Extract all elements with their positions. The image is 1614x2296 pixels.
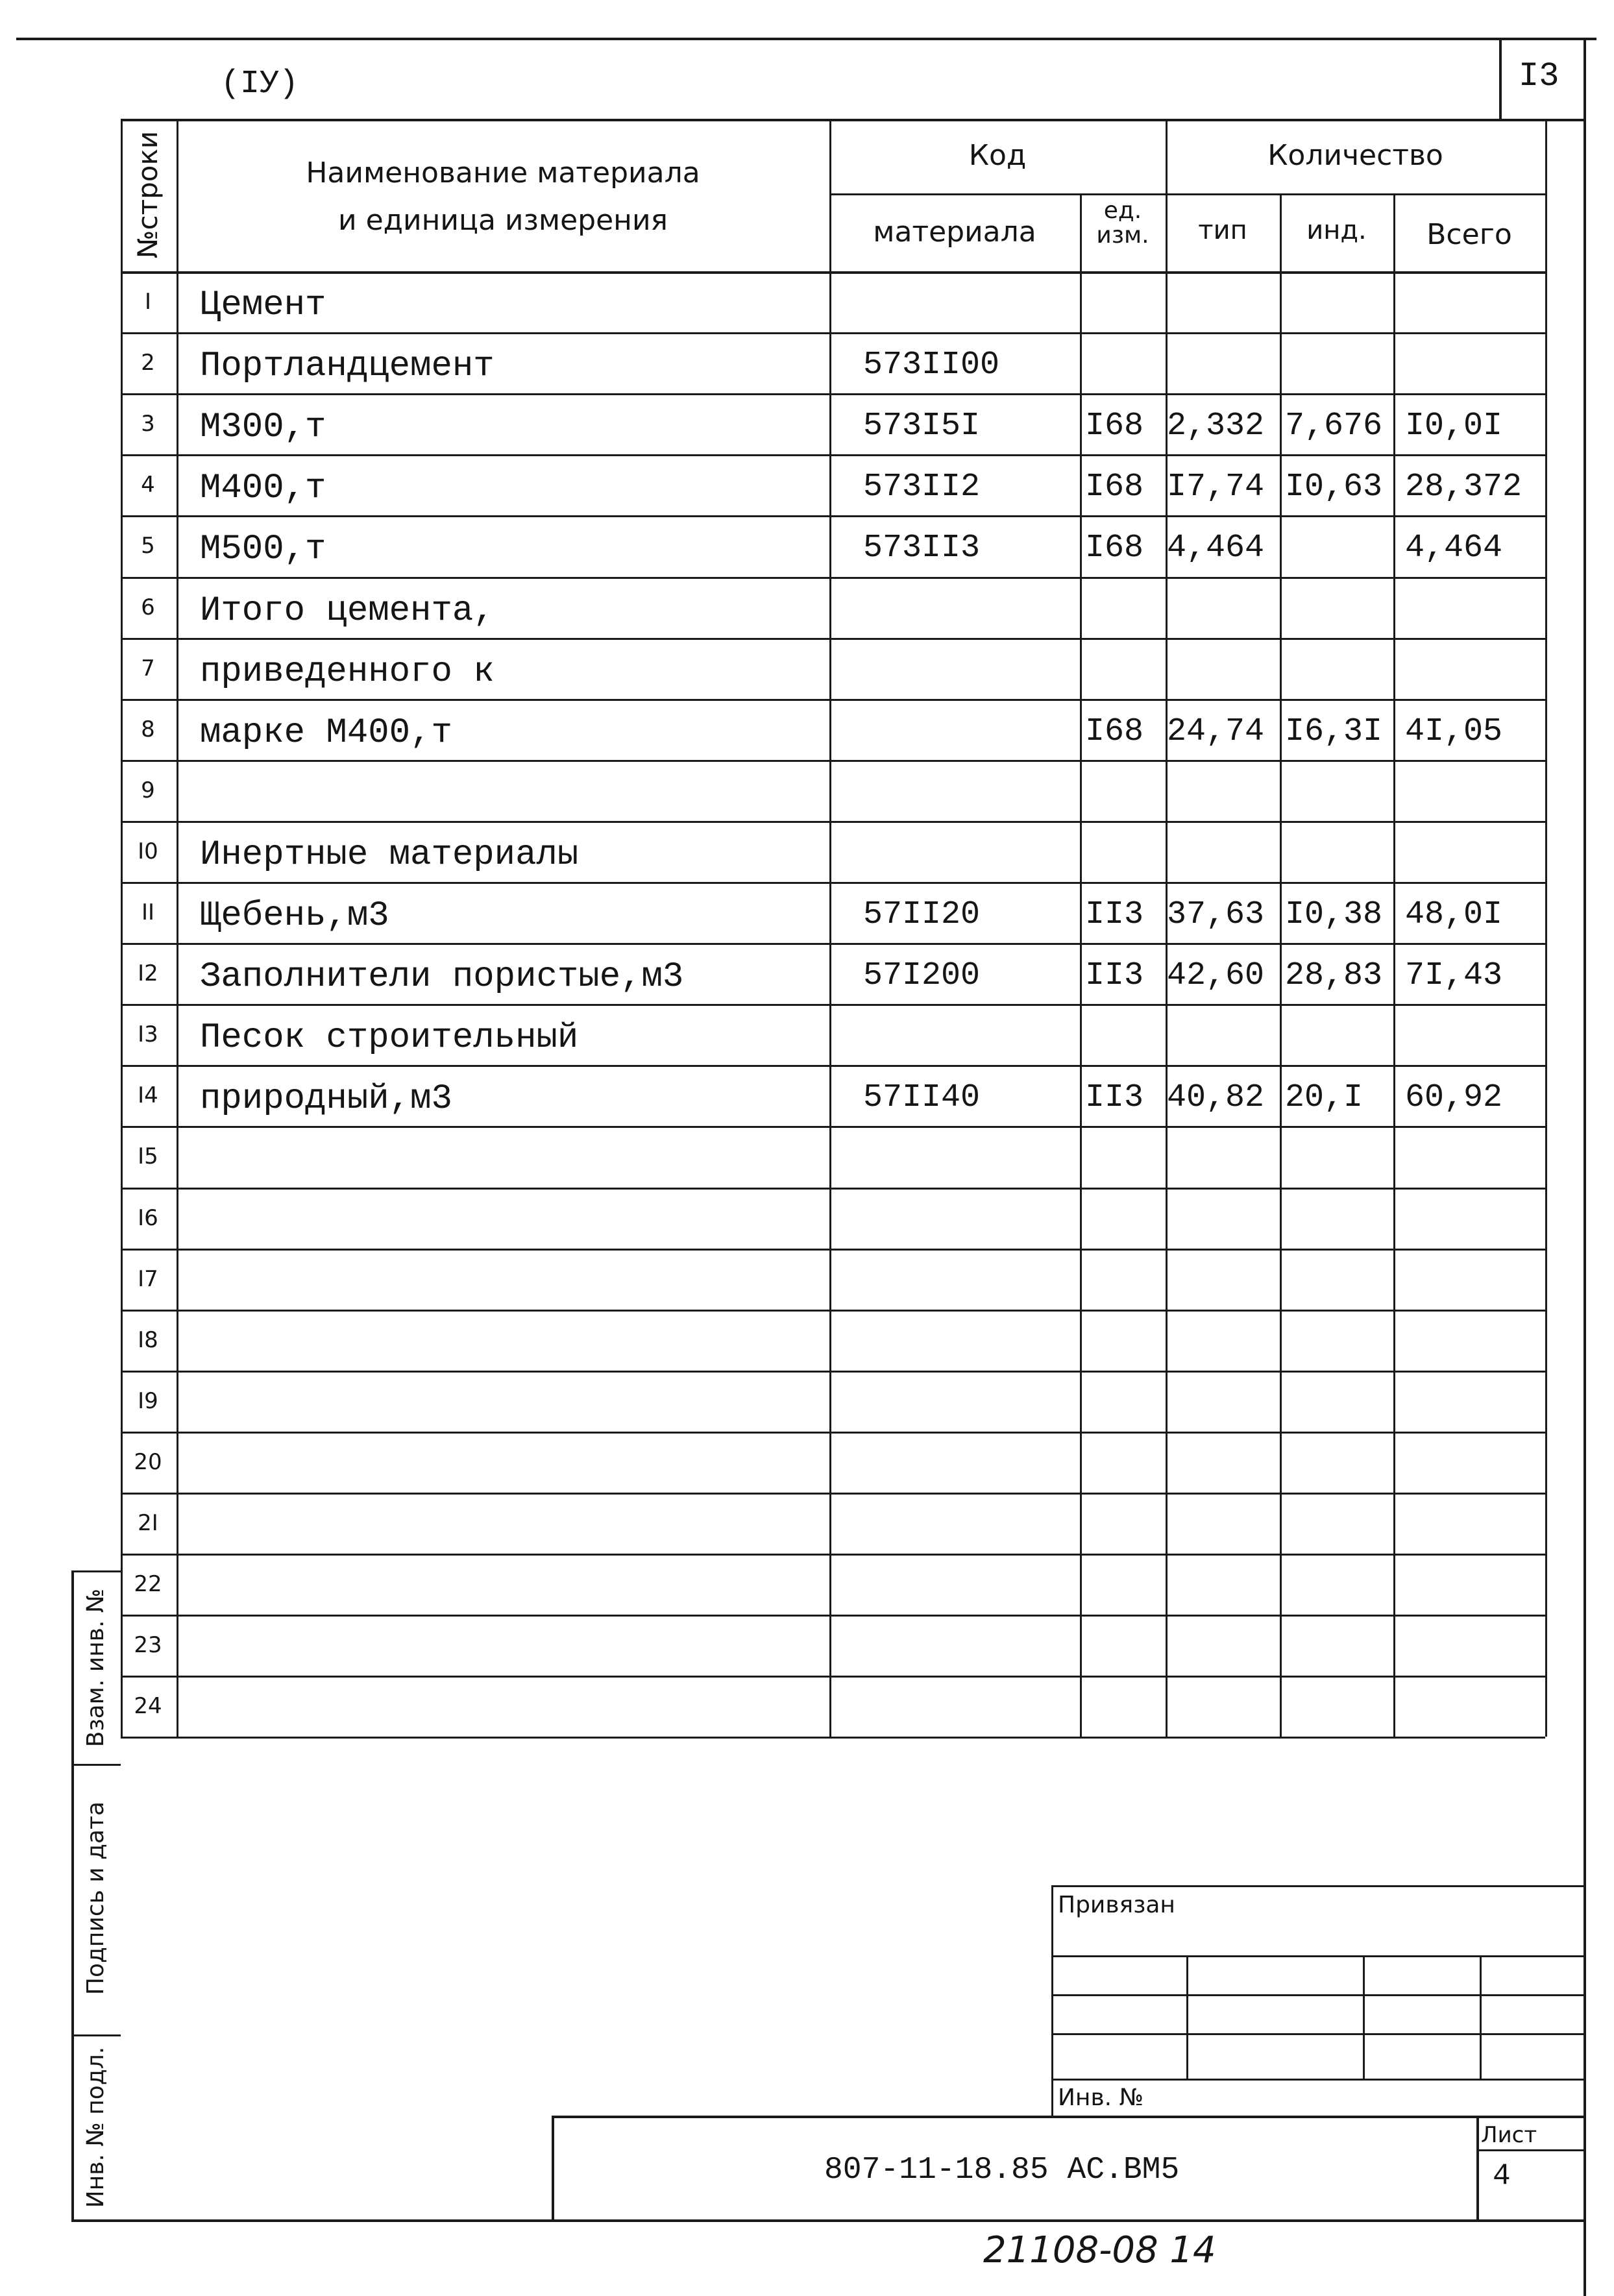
- row-line: [121, 454, 1545, 456]
- inv-podl-label: Инв. № подл.: [82, 2046, 109, 2208]
- material-name-cell: Портландцемент: [200, 347, 495, 386]
- title-left-line: [552, 2116, 554, 2219]
- unit-code-cell: I68: [1085, 469, 1144, 506]
- row-number: I5: [138, 1143, 158, 1169]
- qty-type-cell: 2,332: [1167, 408, 1265, 445]
- qty-total-header: Всего: [1426, 218, 1512, 251]
- row-line: [121, 699, 1545, 701]
- row-number: 24: [134, 1693, 162, 1719]
- row-number: I: [144, 289, 152, 315]
- row-line: [121, 1737, 1545, 1739]
- row-number: 5: [141, 533, 155, 559]
- header-mid-line: [829, 193, 1545, 195]
- privyazan-left-line: [1051, 1885, 1053, 2116]
- inv-no-label: Инв. №: [1058, 2084, 1144, 2111]
- row-line: [121, 1065, 1545, 1067]
- code-group-header: Код: [968, 139, 1027, 172]
- title-sheet-separator: [1476, 2116, 1479, 2219]
- row-line: [121, 1188, 1545, 1190]
- row-number: I0: [138, 838, 158, 864]
- material-code-cell: 57II20: [863, 896, 981, 933]
- header-bottom-line: [121, 271, 1545, 274]
- row-line: [121, 1249, 1545, 1251]
- frame-bottom-line: [71, 2219, 1586, 2222]
- side-stamp-divider: [71, 2034, 121, 2036]
- row-number: I7: [138, 1266, 158, 1292]
- row-line: [121, 1676, 1545, 1678]
- row-number: 2: [141, 350, 155, 376]
- unit-header: и единица измерения: [337, 204, 668, 237]
- column-line: [1080, 193, 1082, 1737]
- privyazan-col-line: [1363, 1955, 1365, 2079]
- privyazan-top-line: [1051, 1885, 1583, 1887]
- row-number: 6: [141, 594, 155, 620]
- row-number: I8: [138, 1327, 158, 1353]
- material-name-cell: Заполнители пористые,м3: [200, 957, 684, 997]
- privyazan-row-line: [1051, 2079, 1583, 2081]
- material-name-cell: Итого цемента,: [200, 591, 495, 631]
- row-line: [121, 760, 1545, 762]
- qty-ind-header: инд.: [1306, 215, 1367, 245]
- material-name-cell: Щебень,м3: [200, 896, 389, 936]
- side-stamp-divider: [71, 1764, 121, 1766]
- code-unit-header: ед. изм.: [1096, 197, 1149, 249]
- material-name-cell: Песок строительный: [200, 1018, 579, 1058]
- material-name-cell: М400,т: [200, 469, 326, 508]
- frame-right-line: [1583, 38, 1586, 2296]
- side-stamp-top: [71, 1570, 121, 1572]
- vzam-inv-label: Взам. инв. №: [82, 1588, 109, 1748]
- qty-ind-cell: I6,3I: [1285, 713, 1383, 750]
- qty-type-header: тип: [1198, 215, 1247, 245]
- row-line: [121, 1432, 1545, 1434]
- qty-type-cell: 40,82: [1167, 1079, 1265, 1116]
- title-sheet-label-line: [1476, 2149, 1583, 2151]
- material-code-cell: 573II2: [863, 469, 981, 506]
- material-name-cell: природный,м3: [200, 1079, 452, 1119]
- qty-total-cell: 7I,43: [1405, 957, 1503, 994]
- column-line: [1393, 193, 1395, 1737]
- row-line: [121, 1615, 1545, 1617]
- row-number: I6: [138, 1205, 158, 1231]
- code-material-header: материала: [873, 215, 1036, 249]
- column-line: [1545, 119, 1547, 1737]
- sheet-label: Лист: [1481, 2122, 1537, 2148]
- row-number-header: №строки: [132, 130, 164, 259]
- quantity-group-header: Количество: [1267, 139, 1443, 172]
- unit-code-cell: II3: [1085, 957, 1144, 994]
- row-line: [121, 638, 1545, 640]
- material-code-cell: 573II00: [863, 347, 1000, 384]
- frame-top-line: [16, 38, 1596, 40]
- qty-ind-cell: I0,38: [1285, 896, 1383, 933]
- row-line: [121, 1004, 1545, 1006]
- privyazan-row-line: [1051, 2033, 1583, 2035]
- row-line: [121, 943, 1545, 945]
- handwritten-code: 21108-08 14: [983, 2229, 1216, 2271]
- table-top-line: [121, 119, 1545, 121]
- column-line: [1280, 193, 1282, 1737]
- row-number: 22: [134, 1571, 162, 1597]
- row-number: 4: [141, 472, 155, 498]
- row-number: II: [141, 899, 155, 925]
- qty-ind-cell: 7,676: [1285, 408, 1383, 445]
- privyazan-row-line: [1051, 1955, 1583, 1957]
- privyazan-label: Привязан: [1058, 1892, 1175, 1918]
- row-line: [121, 1554, 1545, 1556]
- material-code-cell: 57II40: [863, 1079, 981, 1116]
- row-number: 23: [134, 1632, 162, 1658]
- unit-code-cell: II3: [1085, 1079, 1144, 1116]
- unit-code-cell: I68: [1085, 408, 1144, 445]
- row-line: [121, 1371, 1545, 1373]
- row-number: 20: [134, 1449, 162, 1475]
- section-mark: (IУ): [221, 66, 299, 103]
- row-line: [121, 1493, 1545, 1495]
- qty-total-cell: 28,372: [1405, 469, 1522, 506]
- qty-total-cell: 60,92: [1405, 1079, 1503, 1116]
- qty-type-cell: 42,60: [1167, 957, 1265, 994]
- unit-code-cell: II3: [1085, 896, 1144, 933]
- qty-type-cell: 24,74: [1167, 713, 1265, 750]
- row-number: I3: [138, 1021, 158, 1047]
- material-name-cell: Цемент: [200, 286, 326, 325]
- row-number: I9: [138, 1388, 158, 1414]
- material-name-cell: Инертные материалы: [200, 835, 579, 875]
- row-line: [121, 1126, 1545, 1128]
- sheet-number: I3: [1519, 57, 1559, 95]
- sheet-value: 4: [1493, 2159, 1511, 2193]
- title-top-line: [552, 2116, 1583, 2118]
- qty-total-cell: 4,464: [1405, 530, 1503, 567]
- row-line: [121, 821, 1545, 823]
- row-number: 9: [141, 777, 155, 803]
- row-line: [121, 515, 1545, 517]
- document-code: 807-11-18.85 АС.ВМ5: [824, 2153, 1180, 2188]
- row-number: 3: [141, 411, 155, 437]
- privyazan-col-line: [1186, 1955, 1188, 2079]
- qty-ind-cell: 20,I: [1285, 1079, 1363, 1116]
- qty-total-cell: 4I,05: [1405, 713, 1503, 750]
- privyazan-row-line: [1051, 1994, 1583, 1996]
- material-name-cell: М300,т: [200, 408, 326, 447]
- qty-total-cell: I0,0I: [1405, 408, 1503, 445]
- sheet-number-box-left: [1499, 38, 1502, 119]
- row-number: 7: [141, 655, 155, 681]
- unit-code-cell: I68: [1085, 713, 1144, 750]
- material-code-cell: 573II3: [863, 530, 981, 567]
- row-number: I2: [138, 960, 158, 986]
- privyazan-col-line: [1480, 1955, 1482, 2079]
- material-code-cell: 573I5I: [863, 408, 981, 445]
- qty-type-cell: 37,63: [1167, 896, 1265, 933]
- material-name-cell: марке М400,т: [200, 713, 452, 753]
- row-line: [121, 393, 1545, 395]
- row-line: [121, 1310, 1545, 1312]
- material-name-header: Наименование материала: [306, 156, 700, 189]
- qty-total-cell: 48,0I: [1405, 896, 1503, 933]
- side-stamp-outer-line: [71, 1570, 74, 2221]
- qty-type-cell: 4,464: [1167, 530, 1265, 567]
- row-line: [121, 577, 1545, 579]
- qty-ind-cell: 28,83: [1285, 957, 1383, 994]
- row-number: I4: [138, 1082, 158, 1108]
- material-name-cell: приведенного к: [200, 652, 495, 692]
- qty-type-cell: I7,74: [1167, 469, 1265, 506]
- unit-code-cell: I68: [1085, 530, 1144, 567]
- row-number: 8: [141, 716, 155, 742]
- row-number: 2I: [138, 1510, 158, 1536]
- material-name-cell: М500,т: [200, 530, 326, 569]
- row-line: [121, 332, 1545, 334]
- material-code-cell: 57I200: [863, 957, 981, 994]
- podpis-data-label: Подпись и дата: [82, 1801, 109, 1996]
- qty-ind-cell: I0,63: [1285, 469, 1383, 506]
- row-line: [121, 882, 1545, 884]
